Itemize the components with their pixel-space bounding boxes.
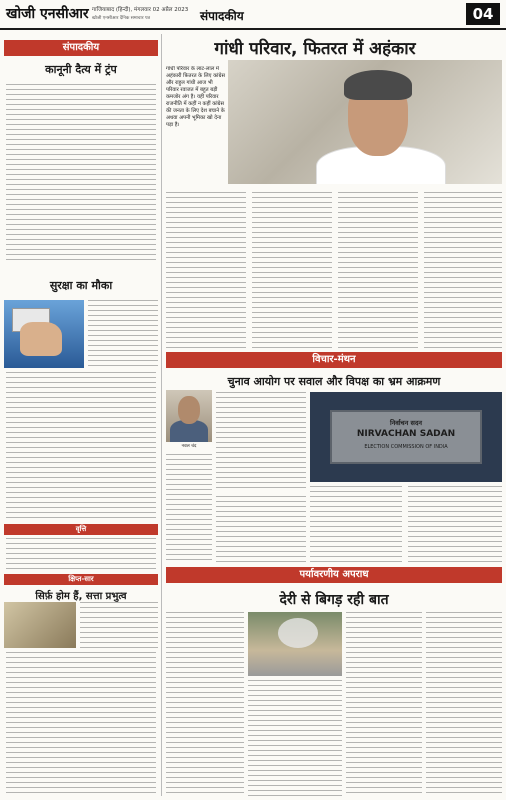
section-tag-editorial: संपादकीय bbox=[4, 40, 158, 56]
vichar-col1 bbox=[166, 454, 212, 562]
text-lines bbox=[166, 612, 244, 796]
text-lines bbox=[426, 612, 502, 796]
section-tag-kshipt-saar: क्षिप्त-सार bbox=[4, 574, 158, 585]
kshipt-saar-headline: सिर्फ़ होम हैं, सत्ता प्रभुत्व bbox=[35, 591, 127, 602]
election-commission-photo bbox=[310, 392, 502, 482]
masthead bbox=[0, 0, 506, 30]
kshipt-saar-side bbox=[80, 602, 158, 648]
kshipt-saar-body bbox=[6, 652, 156, 796]
main-article-col3 bbox=[338, 192, 418, 348]
left-article-body bbox=[6, 84, 156, 264]
left-article2-side bbox=[88, 300, 158, 370]
section-tag-vritti: वृत्ति bbox=[4, 524, 158, 535]
main-headline: गांधी परिवार, फितरत में अहंकार bbox=[214, 39, 416, 59]
text-lines bbox=[216, 392, 306, 492]
politician-photo bbox=[228, 60, 502, 184]
sign-text-english: NIRVACHAN SADAN bbox=[356, 429, 456, 439]
text-lines bbox=[310, 486, 402, 562]
sign-text-commission: ELECTION COMMISSION OF INDIA bbox=[364, 444, 448, 450]
smoke-shape bbox=[278, 618, 318, 648]
section-tag-paryavaran: पर्यावरणीय अपराध bbox=[166, 567, 502, 583]
text-lines bbox=[248, 680, 342, 796]
text-lines bbox=[424, 192, 502, 348]
hand-shape bbox=[20, 322, 62, 356]
text-lines bbox=[80, 602, 158, 648]
main-article-col1 bbox=[166, 192, 246, 348]
vichar-manthan-headline: चुनाव आयोग पर सवाल और विपक्ष का भ्रम आक्रमण bbox=[227, 375, 441, 388]
author-caption: नवल चंद bbox=[181, 444, 197, 449]
text-lines bbox=[216, 496, 306, 562]
page-number: 04 bbox=[466, 3, 500, 25]
issue-date: गाजियाबाद (हिन्दी), मंगलवार 02 अप्रैल 2023 bbox=[92, 7, 189, 13]
sign-text-hindi: निर्वाचन सदन bbox=[389, 419, 423, 427]
vichar-col2 bbox=[216, 496, 306, 562]
paryavaran-headline: देरी से बिगड़ रही बात bbox=[279, 592, 389, 608]
main-article-col4 bbox=[424, 192, 502, 348]
left-article2-body bbox=[6, 372, 156, 520]
text-lines bbox=[408, 486, 502, 562]
masthead-subtitle: खोजी एनसीआर दैनिक समाचार पत्र bbox=[92, 16, 151, 21]
text-lines bbox=[6, 84, 156, 264]
newspaper-logo: खोजी एनसीआर bbox=[6, 6, 89, 22]
text-lines bbox=[338, 192, 418, 348]
text-lines bbox=[6, 372, 156, 520]
env-col3 bbox=[346, 612, 422, 796]
text-lines bbox=[166, 192, 246, 348]
text-lines bbox=[88, 300, 158, 370]
env-col2 bbox=[248, 680, 342, 796]
main-article-col2 bbox=[252, 192, 332, 348]
author-face-shape bbox=[178, 396, 200, 424]
text-lines bbox=[6, 538, 156, 570]
column-divider bbox=[161, 34, 162, 796]
building-sign bbox=[330, 410, 482, 464]
text-lines bbox=[6, 652, 156, 796]
text-lines bbox=[166, 454, 212, 562]
kshipt-saar-photo bbox=[4, 602, 76, 648]
section-tag-vichar-manthan: विचार-मंथन bbox=[166, 352, 502, 368]
vichar-col3 bbox=[310, 486, 402, 562]
vritti-body bbox=[6, 538, 156, 570]
author-photo bbox=[166, 390, 212, 442]
page-section-title: संपादकीय bbox=[200, 9, 244, 23]
person-hair-shape bbox=[344, 70, 412, 100]
vichar-intro bbox=[216, 392, 306, 492]
voter-id-photo bbox=[4, 300, 84, 368]
text-lines bbox=[252, 192, 332, 348]
left-subheadline: सुरक्षा का मौका bbox=[49, 279, 113, 292]
pollution-photo bbox=[248, 612, 342, 676]
pull-quote: गांधी परिवार के लाट-लाल में अहंकारी फ़ितरत के लिए कांग्रेस और राहुल गांधी आज भी परिवार रवाजत में बहुत बड़ी कमजोर अंग है। यही परिवार राजनीति में कहीं न कहीं कांग्रेस की जनता के लिए देश बचाने के अथवा अपनी भूमिका खो देना पड़ा है। bbox=[166, 66, 225, 128]
env-col1 bbox=[166, 612, 244, 796]
vichar-col4 bbox=[408, 486, 502, 562]
text-lines bbox=[346, 612, 422, 796]
env-col4 bbox=[426, 612, 502, 796]
left-headline: कानूनी दैत्य में ट्रंप bbox=[45, 63, 117, 76]
